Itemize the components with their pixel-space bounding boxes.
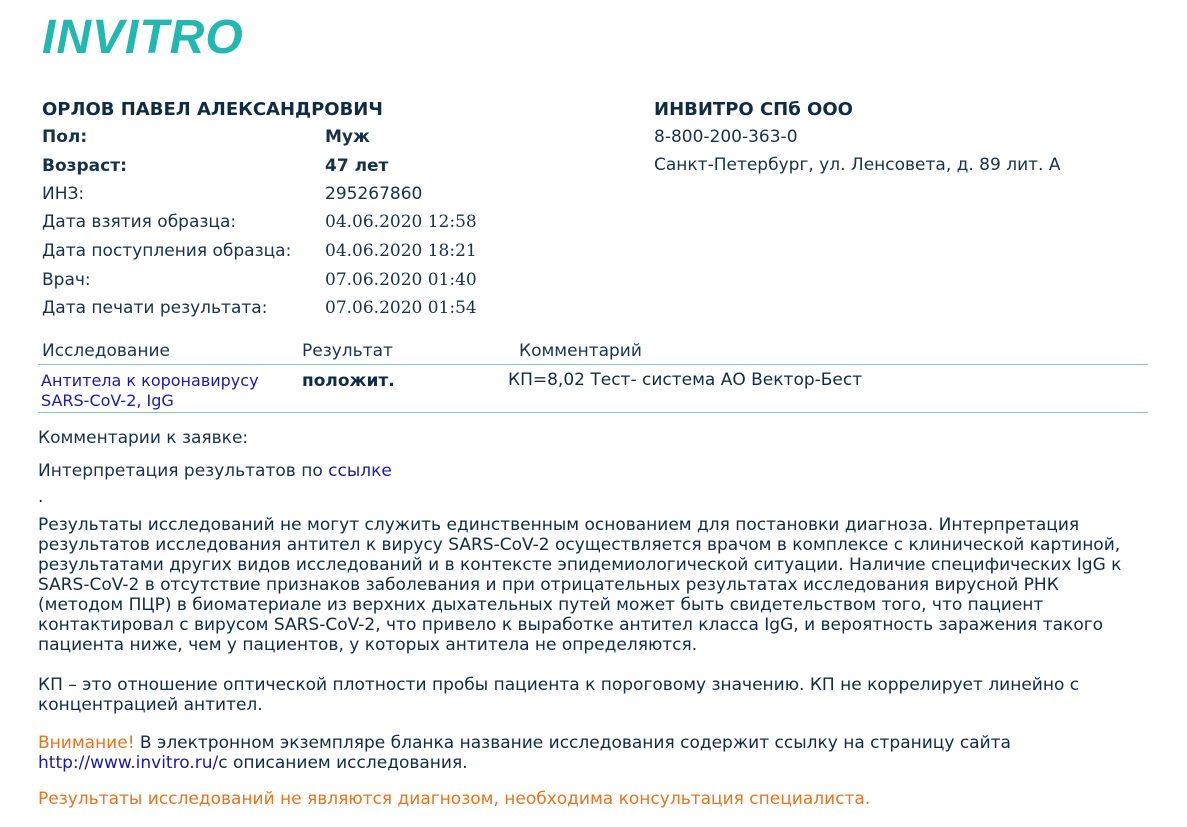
attention-label: Внимание! bbox=[38, 733, 135, 753]
interpretation-line bbox=[38, 461, 392, 481]
table-header-divider bbox=[38, 364, 1148, 365]
study-name-line2[interactable]: SARS-CoV-2, IgG bbox=[41, 391, 174, 410]
doctor-value: 07.06.2020 01:40 bbox=[325, 270, 477, 290]
attention-paragraph bbox=[38, 733, 1148, 773]
study-name-line1[interactable]: Антитела к коронавирусу bbox=[41, 371, 259, 390]
final-disclaimer: Результаты исследований не являются диагнозом, необходима консультация специалиста. bbox=[38, 789, 871, 809]
result-comment: КП=8,02 Тест- система АО Вектор-Бест bbox=[508, 370, 863, 390]
dot-line: . bbox=[38, 487, 44, 507]
lab-phone: 8-800-200-363-0 bbox=[654, 127, 798, 147]
request-comments-label: Комментарии к заявке: bbox=[38, 428, 249, 448]
doctor-label: Врач: bbox=[42, 270, 91, 290]
col-header-comment: Комментарий bbox=[519, 341, 642, 361]
lab-address: Санкт-Петербург, ул. Ленсовета, д. 89 лит. А bbox=[654, 155, 1061, 175]
result-value: положит. bbox=[302, 371, 395, 391]
col-header-study: Исследование bbox=[42, 341, 170, 361]
sample-date-value: 04.06.2020 12:58 bbox=[325, 212, 477, 232]
interpretation-prefix: Интерпретация результатов по bbox=[38, 461, 329, 481]
site-suffix: с описанием исследования. bbox=[218, 753, 468, 773]
interpretation-link[interactable]: ссылке bbox=[328, 461, 392, 481]
lab-name: ИНВИТРО СПб ООО bbox=[654, 99, 853, 120]
inz-label: ИНЗ: bbox=[42, 184, 85, 204]
received-date-label: Дата поступления образца: bbox=[42, 241, 292, 261]
age-label: Возраст: bbox=[42, 156, 127, 176]
inz-value: 295267860 bbox=[325, 184, 423, 204]
attention-text: В электронном экземпляре бланка название исследования содержит ссылку на страницу сайта bbox=[134, 733, 1011, 753]
sample-date-label: Дата взятия образца: bbox=[42, 212, 237, 232]
received-date-value: 04.06.2020 18:21 bbox=[325, 241, 477, 261]
age-value: 47 лет bbox=[325, 156, 389, 176]
disclaimer-paragraph-1: Результаты исследований не могут служить единственным основанием для постановки диагноза. Интерпретация результатов исследования антител к вирусу SARS-CoV-2 осуществляется врачом в комплексе с клинической картиной, результатами других видов исследований и в контексте эпидемиологической ситуации. Наличие специфических IgG к SARS-CoV-2 в отсутствие признаков заболевания и при отрицательных результатах исследования вирусной РНК (методом ПЦР) в биоматериале из верхних дыхательных путей может быть свидетельством того, что пациент контактировал с вирусом SARS-CoV-2, что привело к выработке антител класса IgG, и вероятность заражения такого пациента ниже, чем у пациентов, у которых антитела не определяются. bbox=[38, 515, 1122, 655]
print-date-label: Дата печати результата: bbox=[42, 298, 268, 318]
sex-label: Пол: bbox=[42, 127, 88, 147]
print-date-value: 07.06.2020 01:54 bbox=[325, 298, 477, 318]
patient-name: ОРЛОВ ПАВЕЛ АЛЕКСАНДРОВИЧ bbox=[42, 99, 383, 120]
col-header-result: Результат bbox=[302, 341, 393, 361]
table-bottom-divider bbox=[38, 412, 1148, 413]
invitro-logo: INVITRO bbox=[42, 11, 244, 64]
site-link[interactable]: http://www.invitro.ru/ bbox=[38, 753, 219, 773]
sex-value: Муж bbox=[325, 127, 370, 147]
disclaimer-paragraph-2: КП – это отношение оптической плотности пробы пациента к пороговому значению. КП не коррелирует линейно с концентрацией антител. bbox=[38, 675, 1080, 715]
study-link[interactable] bbox=[41, 371, 259, 411]
